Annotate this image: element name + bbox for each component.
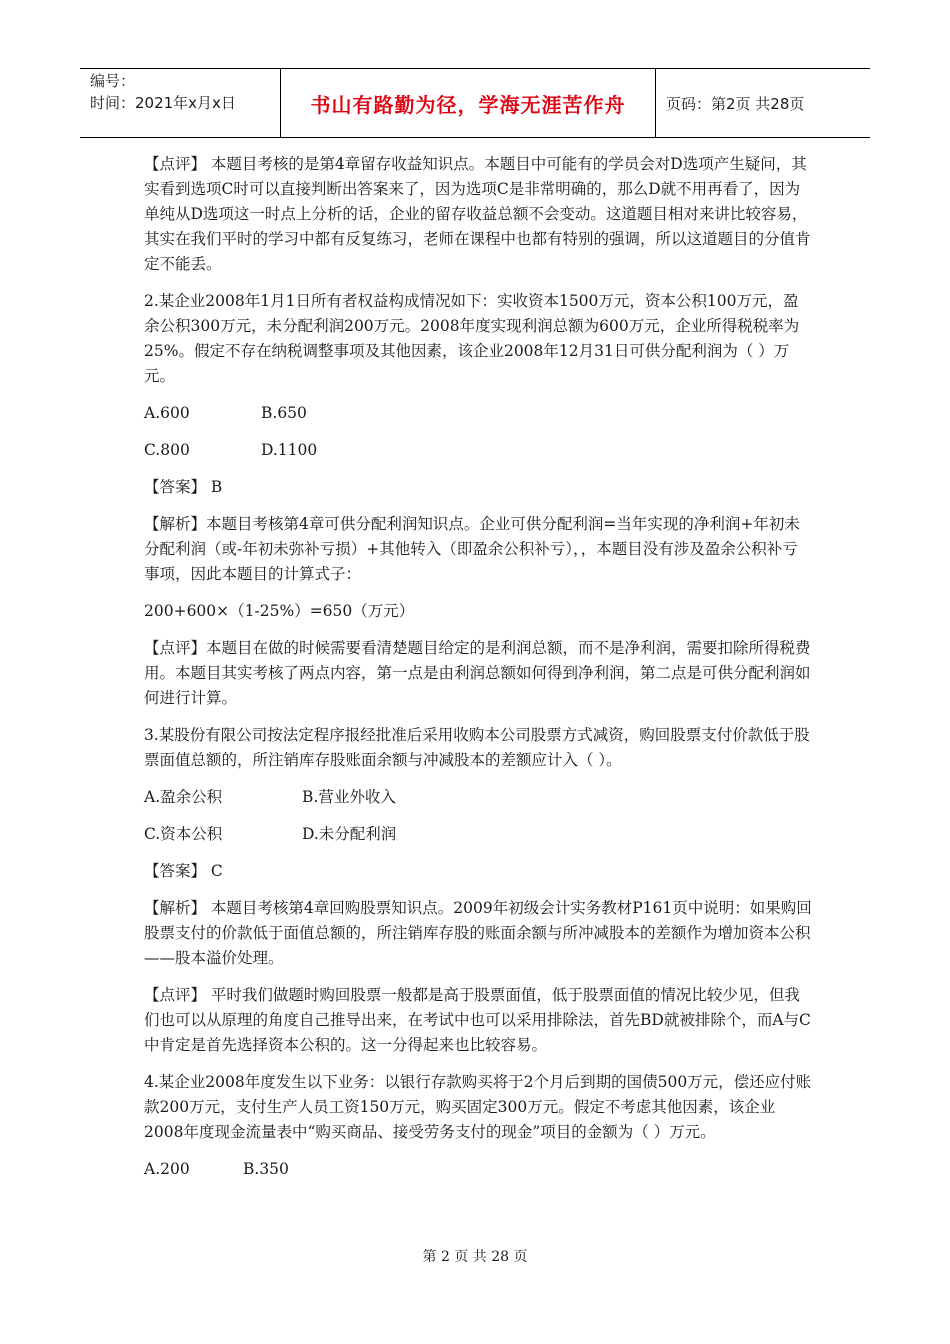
question-3-comment: 【点评】 平时我们做题时购回股票一般都是高于股票面值，低于股票面值的情况比较少见，但我们也可以从原理的角度自己推导出来，在考试中也可以采用排除法，首先BD就被排除个，而A与C中肯定是首先选择资本公积的。这一分得起来也比较容易。 — [144, 986, 811, 1054]
option-c: C.800 — [144, 441, 190, 459]
question-2-options-row-1 — [144, 401, 812, 426]
question-3-options-row-2 — [144, 822, 812, 847]
option-d: D.未分配利润 — [302, 825, 397, 843]
option-a: A.200 — [144, 1160, 190, 1178]
question-4: 4.某企业2008年度发生以下业务：以银行存款购买将于2个月后到期的国债500万元，偿还应付账款200万元，支付生产人员工资150万元，购买固定300万元。假定不考虑其他因素，该企业2008年度现金流量表中“购买商品、接受劳务支付的现金”项目的金额为（ ）万元。 — [144, 1073, 812, 1141]
option-a: A.600 — [144, 404, 190, 422]
question-3: 3.某股份有限公司按法定程序报经批准后采用收购本公司股票方式减资，购回股票支付价款低于股票面值总额的，所注销库存股账面余额与冲减股本的差额应计入（ ）。 — [144, 726, 810, 769]
question-2-analysis: 【解析】本题目考核第4章可供分配利润知识点。企业可供分配利润=当年实现的净利润+年初未分配利润（或-年初未弥补亏损）+其他转入（即盈余公积补亏），，本题目没有涉及盈余公积补亏事项，因此本题目的计算式子： — [144, 515, 800, 583]
question-2-formula: 200+600×（1-25%）=650（万元） — [144, 602, 415, 620]
option-d: D.1100 — [261, 441, 318, 459]
document-body — [144, 152, 812, 1194]
header-page-info: 页码：第2页 共28页 — [666, 94, 805, 113]
option-b: B.营业外收入 — [302, 788, 396, 806]
comment-paragraph-1: 【点评】 本题目考核的是第4章留存收益知识点。本题目中可能有的学员会对D选项产生疑问，其实看到选项C时可以直接判断出答案来了，因为选项C是非常明确的，那么D就不用再看了，因为单纯从D选项这一时点上分析的话，企业的留存收益总额不会变动。这道题目相对来讲比较容易，其实在我们平时的学习中都有反复练习，老师在课程中也都有特别的强调，所以这道题目的分值肯定不能丢。 — [144, 155, 811, 273]
question-4-options-row-1 — [144, 1157, 812, 1182]
date-label: 时间：2021年x月x日 — [90, 94, 236, 112]
question-2-options-row-2 — [144, 438, 812, 463]
number-label: 编号： — [90, 72, 136, 90]
header-left-cell — [80, 69, 281, 137]
option-a: A.盈余公积 — [144, 788, 223, 806]
option-c: C.资本公积 — [144, 825, 223, 843]
question-3-options-row-1 — [144, 785, 812, 810]
question-2-comment: 【点评】本题目在做的时候需要看清楚题目给定的是利润总额，而不是净利润，需要扣除所得税费用。本题目其实考核了两点内容，第一点是由利润总额如何得到净利润，第二点是可供分配利润如何进行计算。 — [144, 639, 811, 707]
page-header — [80, 68, 870, 138]
page-footer: 第 2 页 共 28 页 — [422, 1249, 528, 1265]
question-3-analysis: 【解析】 本题目考核第4章回购股票知识点。2009年初级会计实务教材P161页中说明：如果购回股票支付的价款低于面值总额的，所注销库存股的账面余额与所冲减股本的差额作为增加资本公积——股本溢价处理。 — [144, 899, 812, 967]
question-2-answer: 【答案】 B — [144, 478, 223, 496]
option-b: B.650 — [261, 404, 307, 422]
option-b: B.350 — [243, 1160, 289, 1178]
header-motto: 书山有路勤为径，学海无涯苦作舟 — [281, 69, 656, 137]
question-2: 2.某企业2008年1月1日所有者权益构成情况如下：实收资本1500万元，资本公积100万元，盈余公积300万元，未分配利润200万元。2008年度实现利润总额为600万元，企业所得税税率为25%。假定不存在纳税调整事项及其他因素，该企业2008年12月31日可供分配利润为（ ）万元。 — [144, 292, 800, 385]
question-3-answer: 【答案】 C — [144, 862, 223, 880]
